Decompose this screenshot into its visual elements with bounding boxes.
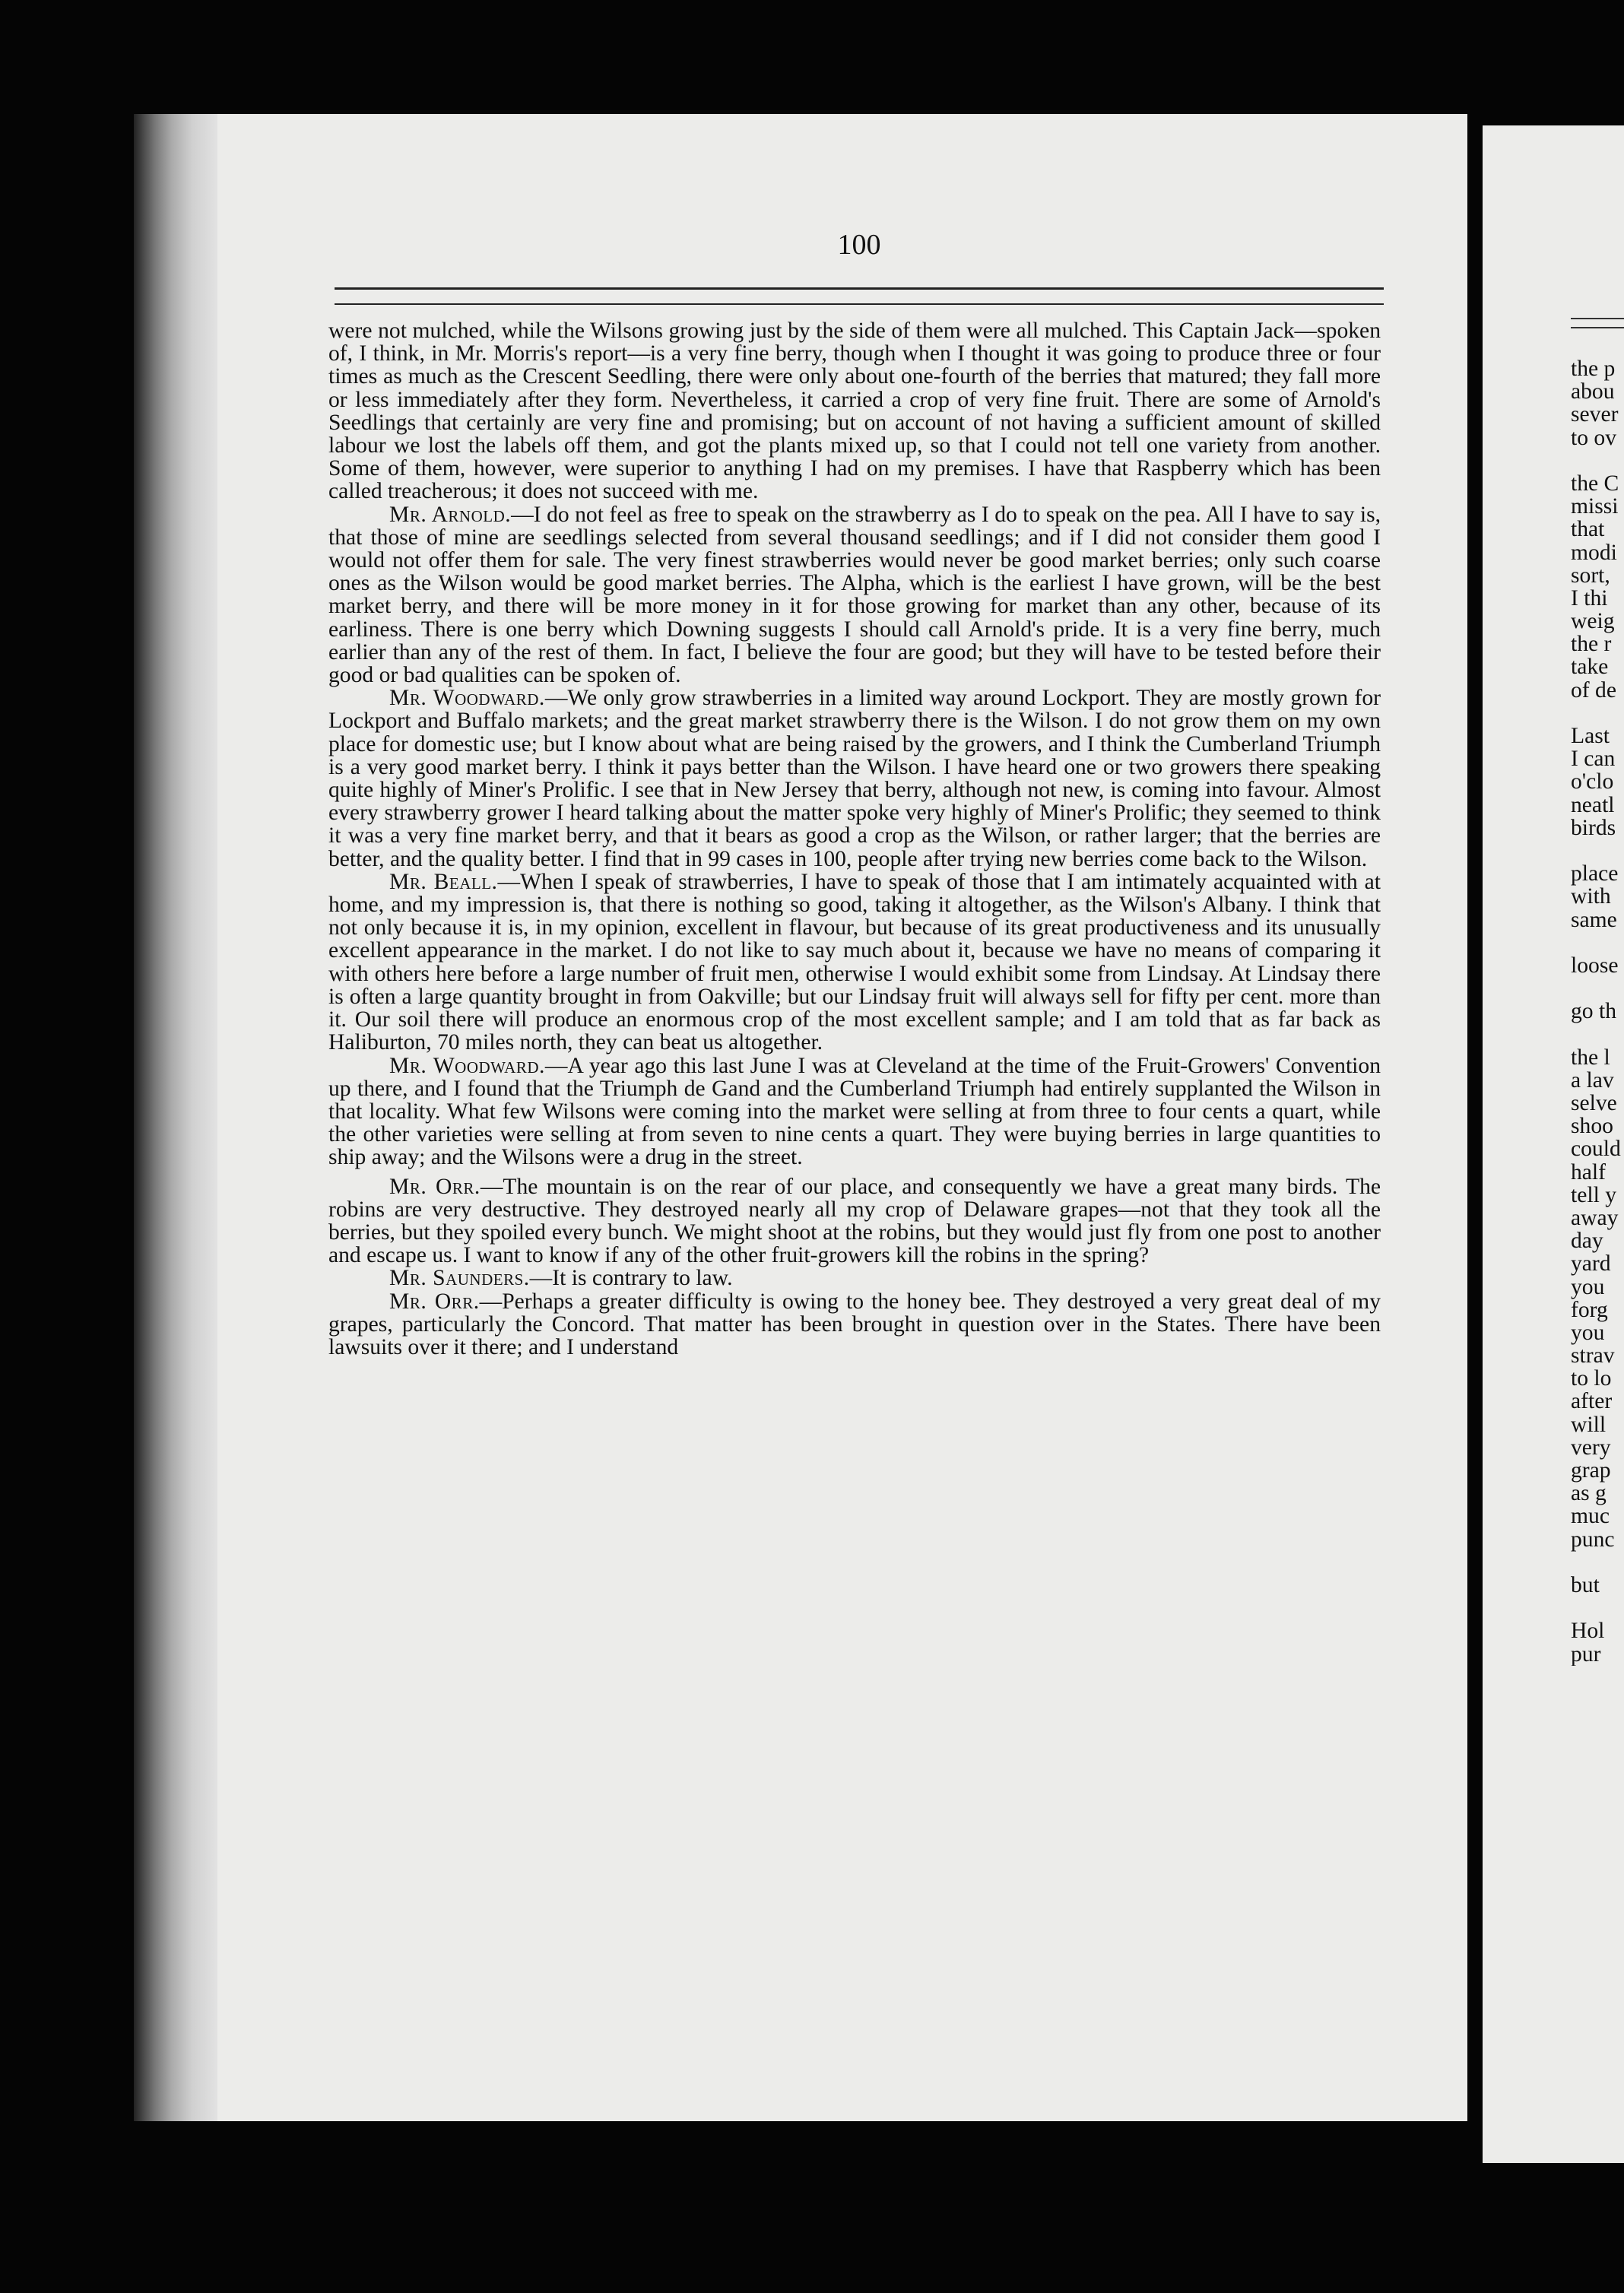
- facing-page-line: [1571, 1597, 1624, 1619]
- facing-page-line: [1571, 1551, 1624, 1574]
- facing-page-line: you: [1571, 1320, 1605, 1345]
- paragraph-text: —A year ago this last June I was at Cleveland at the time of the Fruit-Growers' Convention up there, and I found that the Triumph de Gand and the Cumberland Triumph had entirely supplanted the Wilson in that locality. What few Wilsons were coming into the market were selling at from three to four cents a quart, while the other varieties were selling at from seven to nine cents a quart. They were buying berries in large quantities to ship away; and the Wilsons were a drug in the street.: [328, 1053, 1381, 1170]
- facing-page-line: day: [1571, 1229, 1603, 1254]
- facing-page-line: as g: [1571, 1481, 1607, 1506]
- facing-page-line: [1571, 977, 1624, 1000]
- paragraph: [328, 1175, 1381, 1267]
- facing-page-line: tell y: [1571, 1182, 1616, 1207]
- header-double-rule: [335, 287, 1384, 305]
- facing-page-line: [1571, 931, 1624, 954]
- facing-page-line: could: [1571, 1137, 1621, 1162]
- facing-page-line: I thi: [1571, 585, 1608, 611]
- paragraph-text: —We only grow strawberries in a limited way around Lockport. They are mostly grown for Lockport and Buffalo markets; and the great market strawberry there is the Wilson. I do not grow them on my own place for domestic use; but I know about what are being raised by the growers, and I think the Cumberland Triumph is a very good market berry. I think it pays better than the Wilson. I have heard one or two growers there speaking quite highly of Miner's Prolific. I see that in New Jersey that berry, although not new, is coming into favour. Almost every strawberry grower I heard talking about the matter spoke very highly of Miner's Prolific; they seemed to think it was a very fine market berry, and that it bears as good a crop as the Wilson, or rather larger; that the berries are better, and the quality better. I find that in 99 cases in 100, people after trying new berries come back to the Wilson.: [328, 686, 1381, 871]
- paragraph-text: —The mountain is on the rear of our place, and consequently we have a great many birds. The robins are very destructive. They destroyed nearly all my crop of Delaware grapes—not that they took all the berries, but they spoiled every bunch. We might shoot at the robins, but they would just fly from one post to another and escape us. I want to know if any of the other fruit-growers kill the robins in the spring?: [328, 1174, 1381, 1268]
- facing-page-line: Hol: [1571, 1619, 1605, 1644]
- facing-page-line: forg: [1571, 1297, 1608, 1322]
- facing-page-line: half: [1571, 1159, 1607, 1185]
- paragraph-text: —When I speak of strawberries, I have to speak of those that I am intimately acquainted with at home, and my impression is, that there is nothing so good, taking it altogether, as the Wilson's Albany. I think that not only because it is, in my opinion, excellent in flavour, but because of its great productiveness and its unusually excellent appearance in the market. I do not like to say much about it, because we have no means of comparing it with others here before a large number of fruit men, otherwise I would exhibit some from Lindsay. At Lindsay there is often a large quantity brought in from Oakville; but our Lindsay fruit will always sell for fifty per cent. more than it. Our soil there will produce an enormous crop of the most excellent sample; and I am told that as far back as Haliburton, 70 miles north, they can beat us altogether.: [328, 869, 1381, 1055]
- facing-page-line: [1571, 702, 1624, 725]
- facing-page-line: modi: [1571, 540, 1617, 565]
- facing-page-line: punc: [1571, 1527, 1615, 1552]
- facing-page-line: will: [1571, 1412, 1607, 1437]
- facing-page-line: very: [1571, 1435, 1611, 1460]
- facing-page-rule: [1571, 318, 1624, 328]
- facing-page-line: place: [1571, 861, 1619, 886]
- paragraph: [328, 319, 1381, 503]
- facing-page-line: [1571, 1023, 1624, 1045]
- facing-page-line: away: [1571, 1205, 1619, 1230]
- facing-page-line: of de: [1571, 677, 1616, 702]
- facing-page-line: after: [1571, 1389, 1613, 1414]
- facing-page-line: grap: [1571, 1458, 1611, 1483]
- facing-page-line: sever: [1571, 402, 1619, 427]
- body-text: [328, 319, 1381, 1359]
- facing-page-line: go th: [1571, 999, 1617, 1024]
- speaker-name: Mr. Orr.: [389, 1289, 480, 1314]
- paragraph-text: —I do not feel as free to speak on the strawberry as I do to speak on the pea. All I have to say is, that those of mine are seedlings selected from several thousand seedlings; and if I did not consider them good I would not offer them for sale. The very finest strawberries would never be good market berries; only such coarse ones as the Wilson would be good market berries. The Alpha, which is the earliest I have grown, will be the best market berry, and there will be more money in it for those growing for market than any other, because of its earliness. There is one berry which Downing suggests I should call Arnold's pride. It is a very fine berry, much earlier than any of the rest of them. In fact, I believe the four are good; but they will have to be tested before their good or bad qualities can be spoken of.: [328, 502, 1381, 688]
- facing-page-line: neatl: [1571, 792, 1615, 817]
- paragraph: [328, 1055, 1381, 1169]
- paragraph-text: were not mulched, while the Wilsons growing just by the side of them were all mulched. This Captain Jack—spoken of, I think, in Mr. Morris's report—is a very fine berry, though when I thought it was going to produce three or four times as much as the Crescent Seedling, there were only about one-fourth of the berries that matured; they fall more or less immediately after they form. Nevertheless, it carried a crop of very fine fruit. There are some of Arnold's Seedlings that certainly are very fine and promising; but on account of not having a sufficient amount of skilled labour we lost the labels off them, and got the plants mixed up, so that I could not tell one variety from another. Some of them, however, were superior to anything I had on my premises. I have that Raspberry which has been called treacherous; it does not succeed with me.: [328, 319, 1381, 504]
- facing-page-line: same: [1571, 907, 1617, 932]
- facing-page-line: weig: [1571, 609, 1615, 634]
- facing-page-line: you: [1571, 1274, 1605, 1299]
- speaker-name: Mr. Orr.: [389, 1174, 481, 1199]
- speaker-name: Mr. Woodward.: [389, 1053, 545, 1078]
- facing-page-line: yard: [1571, 1251, 1611, 1277]
- paragraph: [328, 1267, 1381, 1289]
- paragraph-text: —Perhaps a greater difficulty is owing to the honey bee. They destroyed a very great deal of my grapes, particularly the Concord. That matter has been brought in question over in the States. There have been lawsuits over it there; and I understand: [328, 1289, 1381, 1359]
- facing-page-line: pur: [1571, 1641, 1601, 1666]
- facing-page-line: a lav: [1571, 1067, 1614, 1093]
- facing-page-line: strav: [1571, 1343, 1615, 1369]
- paragraph: [328, 687, 1381, 871]
- facing-page-text: [1571, 357, 1624, 1666]
- facing-page-line: that: [1571, 517, 1605, 542]
- facing-page-line: muc: [1571, 1504, 1610, 1529]
- facing-page-line: but: [1571, 1572, 1600, 1597]
- paragraph-text: —It is contrary to law.: [529, 1266, 733, 1291]
- paragraph: [328, 503, 1381, 687]
- facing-page-line: [1571, 449, 1624, 472]
- facing-page-line: sort,: [1571, 563, 1610, 588]
- facing-page-line: take: [1571, 655, 1609, 680]
- paragraph: [328, 1290, 1381, 1359]
- facing-page-line: loose: [1571, 953, 1619, 978]
- facing-page-line: to lo: [1571, 1366, 1612, 1391]
- facing-page-line: birds: [1571, 815, 1616, 840]
- paragraph: [328, 871, 1381, 1055]
- book-spine: [134, 114, 217, 2121]
- facing-page-line: with: [1571, 884, 1611, 909]
- facing-page-line: missi: [1571, 494, 1619, 519]
- facing-page-line: the p: [1571, 357, 1616, 381]
- facing-page-line: the C: [1571, 471, 1619, 496]
- speaker-name: Mr. Woodward.: [389, 686, 545, 711]
- facing-page-line: I can: [1571, 747, 1616, 772]
- facing-page-line: the l: [1571, 1045, 1610, 1070]
- facing-page-line: abou: [1571, 379, 1615, 404]
- facing-page-line: the r: [1571, 632, 1612, 657]
- page-number: 100: [837, 229, 881, 261]
- speaker-name: Mr. Arnold.: [389, 502, 512, 527]
- facing-page-line: shoo: [1571, 1114, 1613, 1139]
- facing-page-line: Last: [1571, 724, 1610, 748]
- facing-page-line: o'clo: [1571, 769, 1614, 794]
- speaker-name: Mr. Saunders.: [389, 1266, 530, 1291]
- facing-page-line: to ov: [1571, 425, 1617, 450]
- facing-page-line: [1571, 839, 1624, 862]
- facing-page-line: selve: [1571, 1091, 1617, 1115]
- speaker-name: Mr. Beall.: [389, 869, 498, 894]
